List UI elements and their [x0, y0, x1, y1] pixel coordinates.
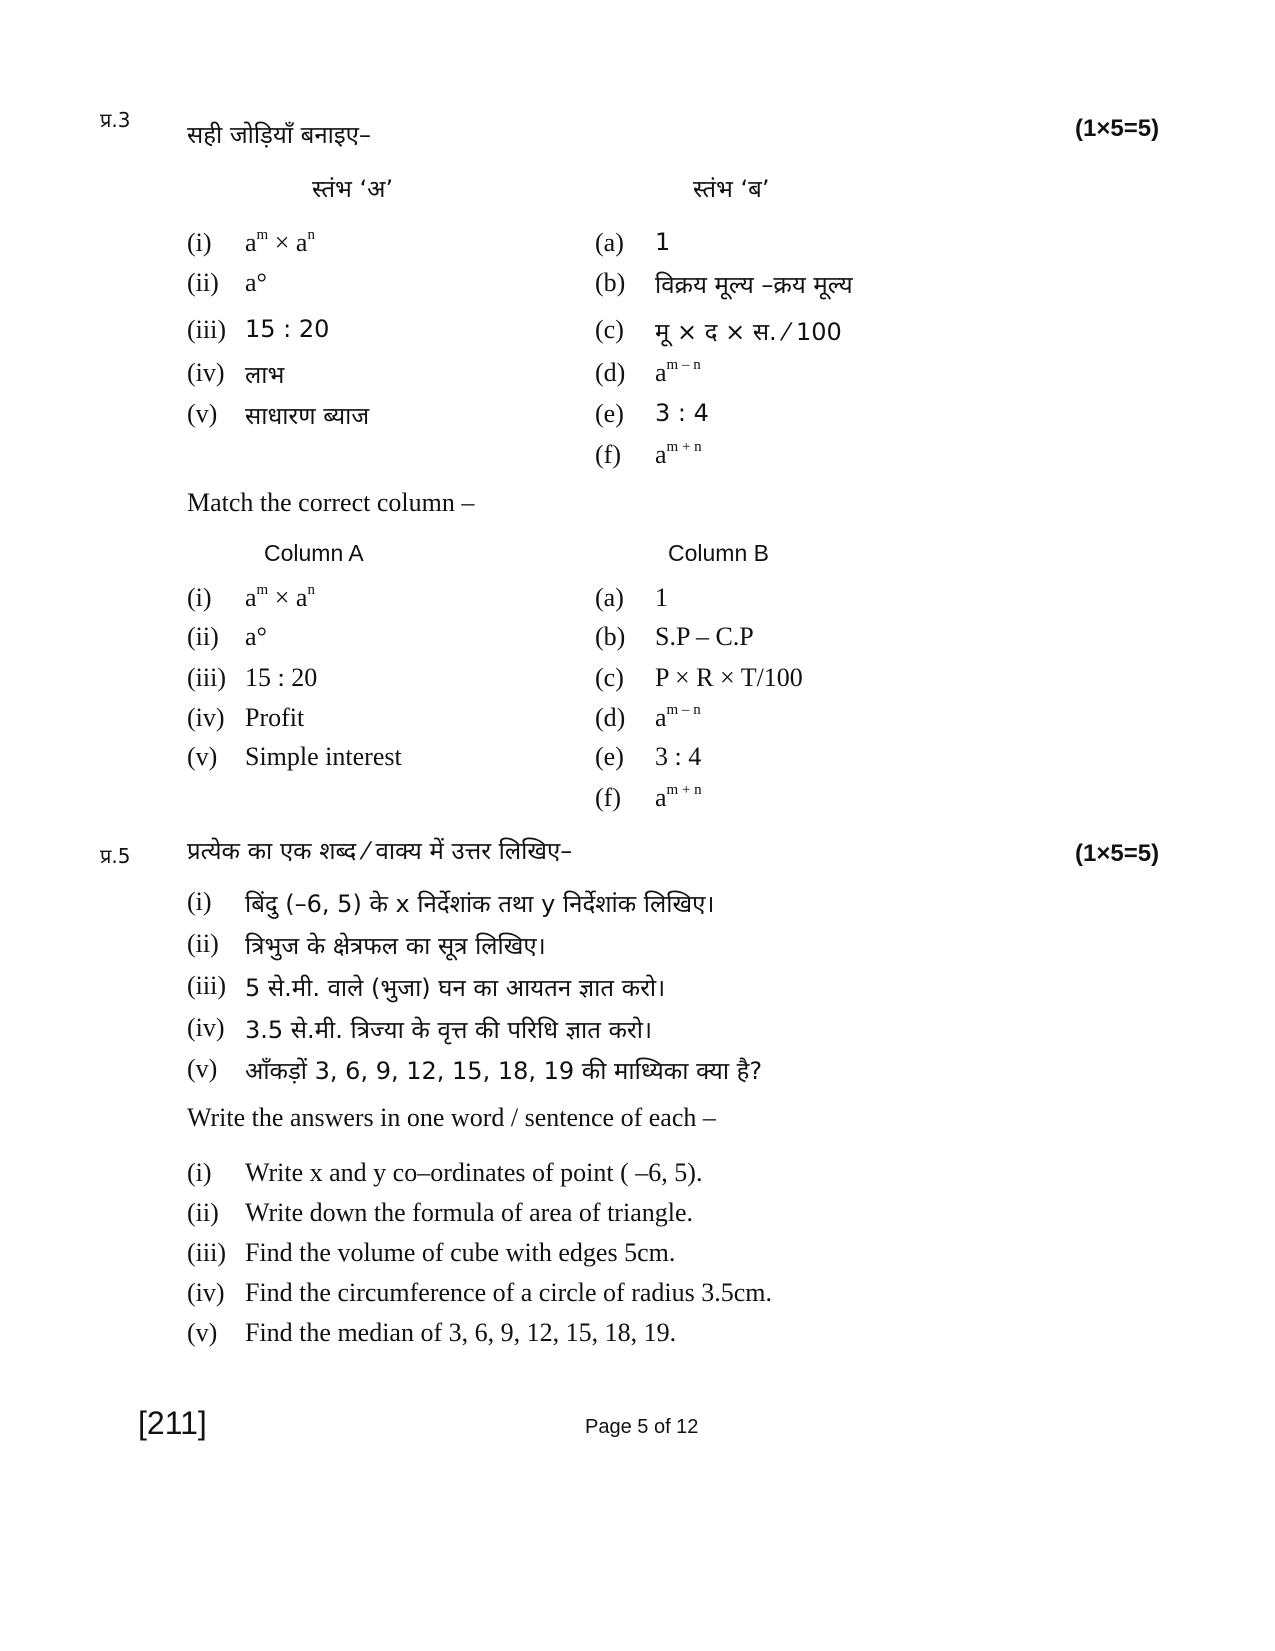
hindi-column-a-item-label: (v) — [187, 399, 218, 428]
hindi-column-b-item-text: विक्रय मूल्य –क्रय मूल्य — [655, 271, 853, 299]
hindi-column-b-item-text — [655, 440, 702, 470]
math-exponent: m — [256, 227, 269, 244]
hindi-column-a-item-text — [245, 228, 315, 258]
q5-english-item-text: Write x and y co–ordinates of point ( –6, 5). — [245, 1158, 703, 1187]
q5-hindi-item-label: (v) — [187, 1054, 218, 1083]
hindi-column-a-item-text — [245, 268, 267, 298]
column-b-item-label: (e) — [595, 742, 624, 771]
q5-instruction-english: Write the answers in one word / sentence of each – — [187, 1103, 716, 1132]
q5-english-item-label: (iv) — [187, 1278, 225, 1307]
column-a-heading: Column A — [264, 540, 364, 566]
q5-hindi-item-text: बिंदु (–6, 5) के x निर्देशांक तथा y निर्देशांक लिखिए। — [245, 890, 715, 918]
q5-english-item-text: Find the median of 3, 6, 9, 12, 15, 18, 19. — [245, 1318, 677, 1347]
hindi-column-b-item-text — [655, 358, 701, 388]
q3-instruction-english: Match the correct column – — [187, 488, 475, 517]
hindi-column-a-item-label: (i) — [187, 228, 212, 257]
q5-english-item-text: Find the volume of cube with edges 5cm. — [245, 1238, 676, 1267]
math-exponent: m + n — [666, 782, 702, 799]
hindi-column-b-item-text: मू × द × स. ⁄ 100 — [655, 318, 842, 346]
hindi-column-a-item-label: (iv) — [187, 358, 225, 387]
q5-hindi-item-label: (iii) — [187, 971, 226, 1000]
hindi-column-b-item-text: 3 : 4 — [655, 399, 709, 427]
q5-hindi-item-label: (i) — [187, 887, 212, 916]
hindi-column-b-item-text: 1 — [655, 228, 671, 256]
math-exponent: m – n — [666, 357, 701, 374]
column-b-item-text: 1 — [655, 583, 668, 612]
column-b-heading-hindi: स्तंभ ‘ब’ — [693, 175, 770, 203]
column-b-heading: Column B — [668, 540, 769, 566]
column-b-item-text — [655, 783, 702, 813]
q3-instruction-hindi: सही जोड़ियाँ बनाइए– — [187, 121, 371, 149]
math-operator: × — [268, 228, 296, 257]
page-number: Page 5 of 12 — [585, 1416, 699, 1438]
hindi-column-a-item-label: (ii) — [187, 268, 219, 297]
math-exponent: n — [307, 582, 315, 599]
hindi-column-b-item-label: (e) — [595, 399, 624, 428]
math-base: a — [655, 703, 667, 732]
column-b-item-label: (c) — [595, 663, 624, 692]
column-b-item-text — [655, 703, 701, 733]
hindi-column-b-item-label: (d) — [595, 358, 626, 387]
column-b-item-label: (f) — [595, 783, 621, 812]
math-base: a — [655, 440, 667, 469]
q5-english-item-label: (i) — [187, 1158, 212, 1187]
q5-hindi-item-label: (ii) — [187, 929, 219, 958]
math-exponent: m — [256, 582, 269, 599]
column-b-item-label: (a) — [595, 583, 624, 612]
math-base: a — [245, 583, 257, 612]
hindi-column-a-item-text: लाभ — [245, 361, 285, 389]
question-number-5: प्र.5 — [100, 844, 131, 868]
column-a-heading-hindi: स्तंभ ‘अ’ — [312, 175, 394, 203]
math-operator: × — [268, 583, 296, 612]
hindi-column-a-item-text: 15 : 20 — [245, 315, 330, 343]
math-base: a — [245, 228, 257, 257]
q5-hindi-item-text: 5 से.मी. वाले (भुजा) घन का आयतन ज्ञात करो। — [245, 974, 666, 1002]
math-base: a° — [245, 268, 267, 297]
q5-english-item-label: (v) — [187, 1318, 218, 1347]
q5-english-item-label: (iii) — [187, 1238, 226, 1267]
math-base: a — [655, 358, 667, 387]
column-a-item-text: Profit — [245, 703, 305, 732]
q5-english-item-text: Write down the formula of area of triangle. — [245, 1198, 693, 1227]
math-exponent: m + n — [666, 439, 702, 456]
q5-marks: (1×5=5) — [1075, 840, 1160, 867]
q5-instruction-hindi: प्रत्येक का एक शब्द ⁄ वाक्य में उत्तर लिखिए– — [187, 837, 573, 865]
hindi-column-b-item-label: (a) — [595, 228, 624, 257]
column-a-item-label: (v) — [187, 742, 218, 771]
q5-hindi-item-text: 3.5 से.मी. त्रिज्या के वृत्त की परिधि ज्ञात करो। — [245, 1016, 653, 1044]
q5-hindi-item-label: (iv) — [187, 1013, 225, 1042]
q5-english-item-label: (ii) — [187, 1198, 219, 1227]
q5-hindi-item-text: आँकड़ों 3, 6, 9, 12, 15, 18, 19 की माध्यिका क्या है? — [245, 1057, 763, 1085]
q3-marks: (1×5=5) — [1075, 115, 1160, 142]
question-number-3: प्र.3 — [100, 108, 131, 132]
math-base: a — [295, 583, 308, 612]
column-a-item-text — [245, 583, 315, 613]
math-exponent: m – n — [666, 702, 701, 719]
math-base: a — [655, 783, 667, 812]
column-b-item-label: (d) — [595, 703, 626, 732]
q5-english-item-text: Find the circumference of a circle of radius 3.5cm. — [245, 1278, 772, 1307]
column-a-item-label: (ii) — [187, 622, 219, 651]
column-a-item-text: Simple interest — [245, 742, 402, 771]
column-a-item-label: (iv) — [187, 703, 225, 732]
paper-code: [211] — [138, 1405, 207, 1441]
hindi-column-b-item-label: (b) — [595, 268, 626, 297]
math-base: a — [295, 228, 308, 257]
column-b-item-label: (b) — [595, 622, 626, 651]
column-a-item-label: (i) — [187, 583, 212, 612]
math-exponent: n — [307, 227, 315, 244]
column-a-item-label: (iii) — [187, 663, 226, 692]
column-a-item-text — [245, 622, 267, 652]
column-a-item-text: 15 : 20 — [245, 663, 318, 692]
hindi-column-b-item-label: (f) — [595, 440, 621, 469]
column-b-item-text: S.P – C.P — [655, 622, 754, 651]
hindi-column-b-item-label: (c) — [595, 315, 624, 344]
column-b-item-text: 3 : 4 — [655, 742, 702, 771]
q5-hindi-item-text: त्रिभुज के क्षेत्रफल का सूत्र लिखिए। — [245, 932, 546, 960]
hindi-column-a-item-text: साधारण ब्याज — [245, 402, 370, 430]
column-b-item-text: P × R × T/100 — [655, 663, 803, 692]
math-base: a° — [245, 622, 267, 651]
hindi-column-a-item-label: (iii) — [187, 315, 226, 344]
